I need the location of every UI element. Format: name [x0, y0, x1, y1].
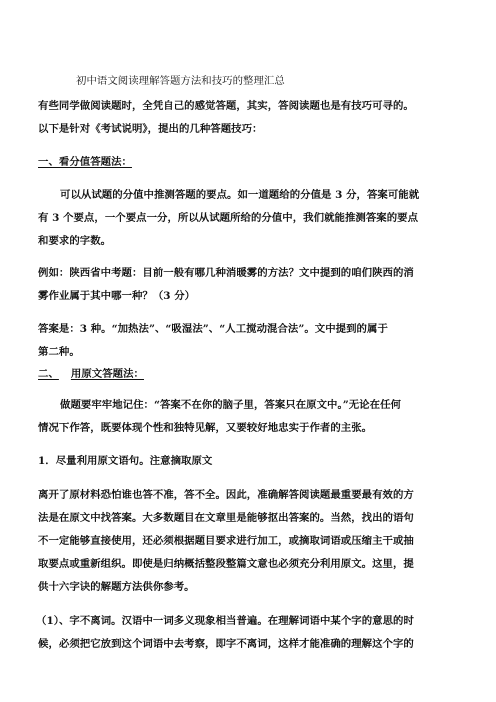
- example-line-1: 例如：陕西省中考题：目前一般有哪几种消暖雾的方法？文中提到的咱们陕西的消: [38, 267, 414, 279]
- subheading-1: 1．尽量利用原文语句。注意摘取原文: [38, 455, 213, 467]
- section1-para-line-3: 和要求的字数。: [38, 235, 112, 247]
- section-heading-1: 一、看分值答题法：: [38, 156, 132, 168]
- point1-line-2: 候，必须把它放到这个词语中去考察，即字不离词，这样才能准确的理解这个字的: [38, 638, 414, 650]
- point1-line-1: （1）、字不离词。汉语中一词多义现象相当普遍。在理解词语中某个字的意思的时: [36, 615, 414, 627]
- section-heading-2-text: 用原文答题法：: [70, 368, 144, 380]
- example-line-2: 雾作业属于其中哪一种？（3 分）: [38, 290, 196, 302]
- section-heading-2-number: 二、: [38, 368, 59, 380]
- sub1-para-line-5: 供十六字诀的解题方法供你参考。: [38, 581, 195, 593]
- document-title: 初中语文阅读理解答题方法和技巧的整理汇总: [76, 75, 285, 87]
- section2-para-line-1: 做题要牢牢地记住：“答案不在你的脑子里，答案只在原文中。”无论在任何: [60, 399, 401, 411]
- section1-para-line-2: 有 3 个要点，一个要点一分，所以从试题所给的分值中，我们就能推测答案的要点: [38, 212, 419, 224]
- sub1-para-line-1: 离开了原材料恐怕谁也答不准，答不全。因此，准确解答阅读题最重要最有效的方: [38, 489, 414, 501]
- sub1-para-line-3: 不一定能够直接使用，还必须根据题目要求进行加工，或摘取词语或压缩主干或抽: [38, 535, 414, 547]
- intro-line-2: 以下是针对《考试说明》，提出的几种答题技巧：: [38, 123, 263, 135]
- sub1-para-line-4: 取要点或重新组织。即使是归纳概括整段整篇文意也必须充分利用原文。这里，提: [38, 558, 414, 570]
- section-heading-2: [38, 367, 144, 381]
- answer-line-1: 答案是：3 种。“加热法”、“吸湿法”、“人工搅动混合法”。文中提到的属于: [38, 323, 388, 335]
- answer-line-2: 第二种。: [38, 346, 80, 358]
- section2-para-line-2: 情况下作答，既要体现个性和独特见解，又要较好地忠实于作者的主张。: [38, 422, 373, 434]
- sub1-para-line-2: 法是在原文中找答案。大多数题目在文章里是能够抠出答案的。当然，找出的语句: [38, 512, 414, 524]
- intro-line-1: 有些同学做阅读题时，全凭自己的感觉答题，其实，答阅读题也是有技巧可寻的。: [38, 100, 414, 112]
- section1-para-line-1: 可以从试题的分值中推测答题的要点。如一道题给的分值是 3 分，答案可能就: [60, 189, 420, 201]
